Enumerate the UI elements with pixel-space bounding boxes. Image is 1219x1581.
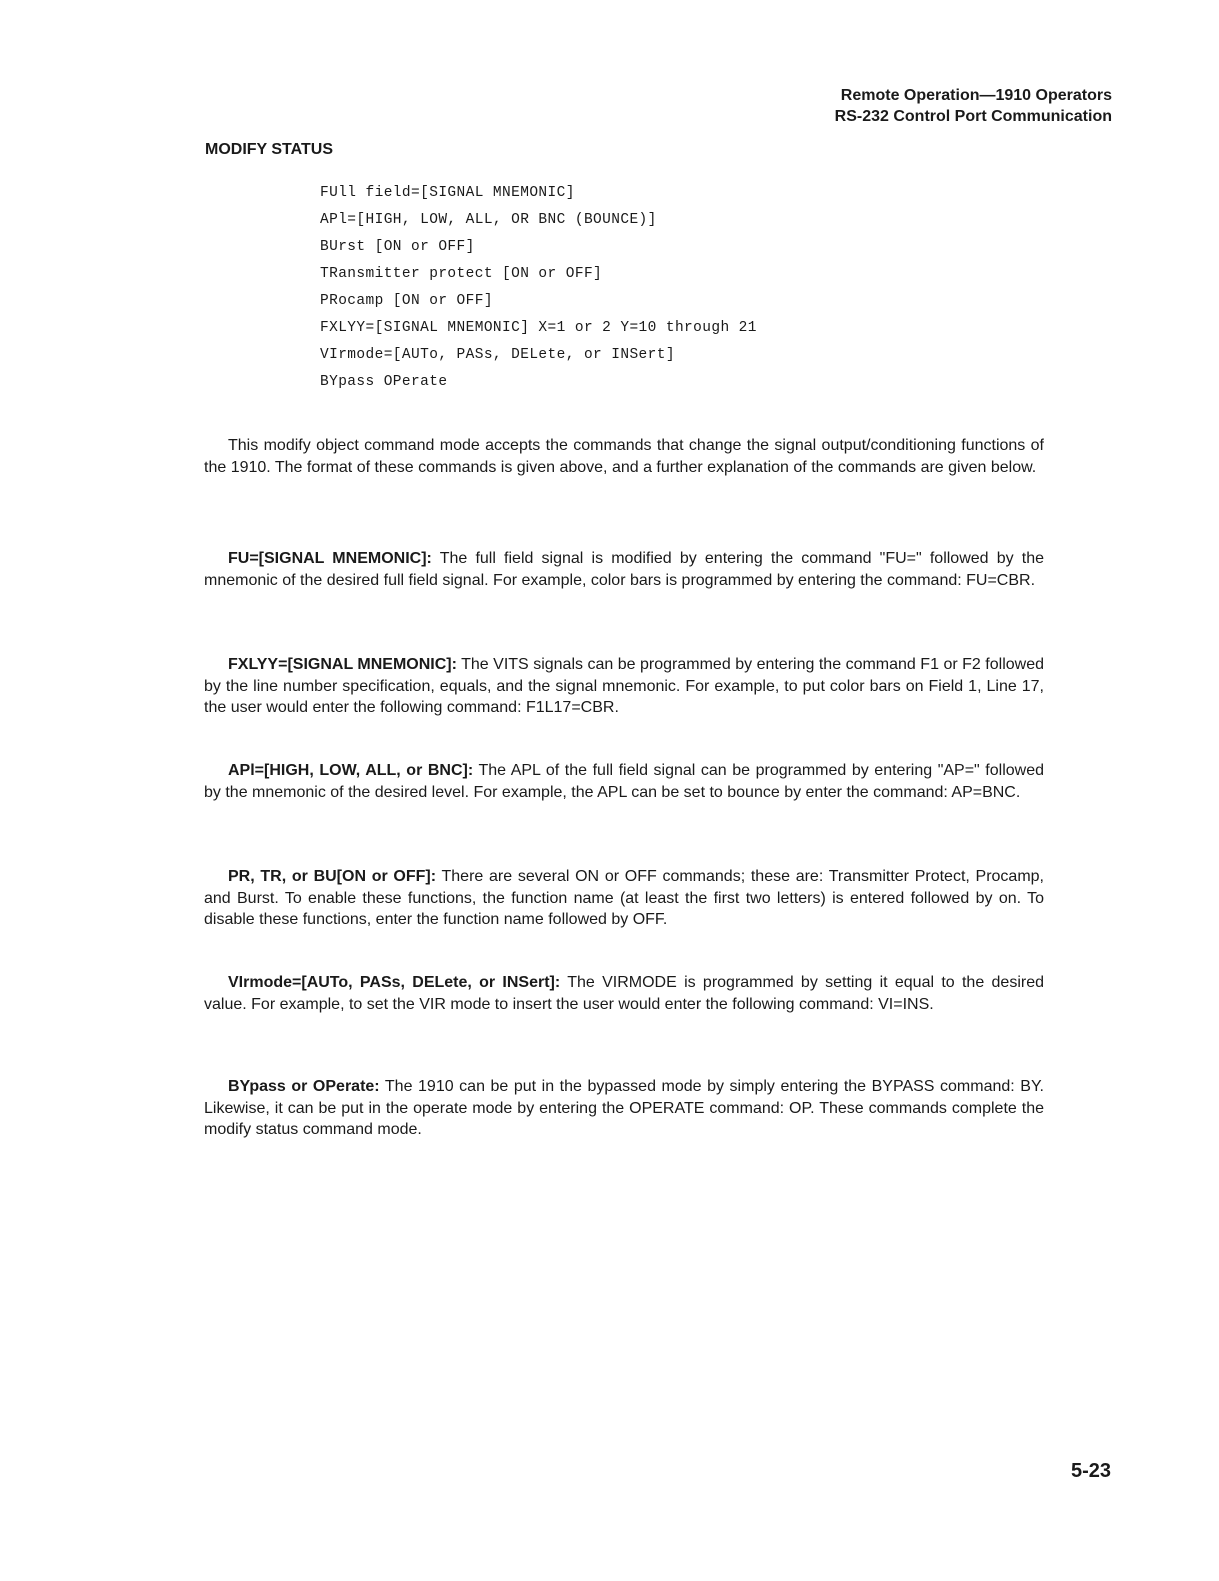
item-term: VIrmode=[AUTo, PASs, DELete, or INSert]: <box>228 974 561 991</box>
item-text: The VIRMODE is programmed by setting it equal to the desired value. For example, to set the VIR mode to insert the user would enter the following command: VI=INS. <box>204 974 1044 1013</box>
item-term: BYpass or OPerate: <box>228 1078 380 1095</box>
intro-paragraph: This modify object command mode accepts the commands that change the signal output/conditioning functions of the 1910. The format of these commands is given above, and a further explanation of the commands are given below. <box>204 437 1044 476</box>
syntax-line: FUll field=[SIGNAL MNEMONIC] <box>320 185 575 201</box>
item-paragraph-apl <box>204 760 1044 803</box>
item-text: The full field signal is modified by entering the command "FU=" followed by the mnemonic of the desired full field signal. For example, color bars is programmed by entering the command: FU=CBR. <box>204 550 1045 589</box>
item-paragraph-fxlyy <box>204 654 1044 719</box>
header-line-1: Remote Operation—1910 Operators <box>840 87 1112 104</box>
item-paragraph-on-off <box>204 866 1044 931</box>
syntax-line: VIrmode=[AUTo, PASs, DELete, or INSert] <box>320 347 675 363</box>
header-line-2: RS-232 Control Port Communication <box>834 108 1112 125</box>
item-paragraph-virmode <box>204 972 1044 1015</box>
syntax-line: BYpass OPerate <box>320 374 448 390</box>
item-text: The VITS signals can be programmed by entering the command F1 or F2 followed by the line number specification, equals, and the signal mnemonic. For example, to put color bars on Field 1, Line 17, the user would enter the following command: F1L17=CBR. <box>204 656 1044 716</box>
item-term: FXLYY=[SIGNAL MNEMONIC]: <box>228 656 457 673</box>
item-text: The 1910 can be put in the bypassed mode by simply entering the BYPASS command: BY. Likewise, it can be put in the operate mode by entering the OPERATE command: OP. These commands complete the modify status command mode. <box>204 1078 1044 1138</box>
syntax-line: FXLYY=[SIGNAL MNEMONIC] X=1 or 2 Y=10 through 21 <box>320 320 757 336</box>
item-text: The APL of the full field signal can be programmed by entering "AP=" followed by the mnemonic of the desired level. For example, the APL can be set to bounce by enter the command: AP=BNC. <box>204 762 1044 801</box>
section-title: MODIFY STATUS <box>205 141 333 158</box>
running-header <box>835 85 1112 127</box>
item-term: FU=[SIGNAL MNEMONIC]: <box>228 550 432 567</box>
page-number: 5-23 <box>1070 1460 1111 1482</box>
item-text: There are several ON or OFF commands; these are: Transmitter Protect, Procamp, and Burst. To enable these functions, the function name (at least the first two letters) is entered followed by on. To disable these functions, enter the function name followed by OFF. <box>204 868 1045 928</box>
item-paragraph-fu <box>204 548 1044 591</box>
command-syntax-block <box>320 180 757 396</box>
syntax-line: APl=[HIGH, LOW, ALL, OR BNC (BOUNCE)] <box>320 212 657 228</box>
syntax-line: PRocamp [ON or OFF] <box>320 293 493 309</box>
item-paragraph-bypass <box>204 1076 1044 1141</box>
item-term: PR, TR, or BU[ON or OFF]: <box>228 868 437 885</box>
syntax-line: BUrst [ON or OFF] <box>320 239 475 255</box>
syntax-line: TRansmitter protect [ON or OFF] <box>320 266 603 282</box>
item-term: APl=[HIGH, LOW, ALL, or BNC]: <box>228 762 474 779</box>
